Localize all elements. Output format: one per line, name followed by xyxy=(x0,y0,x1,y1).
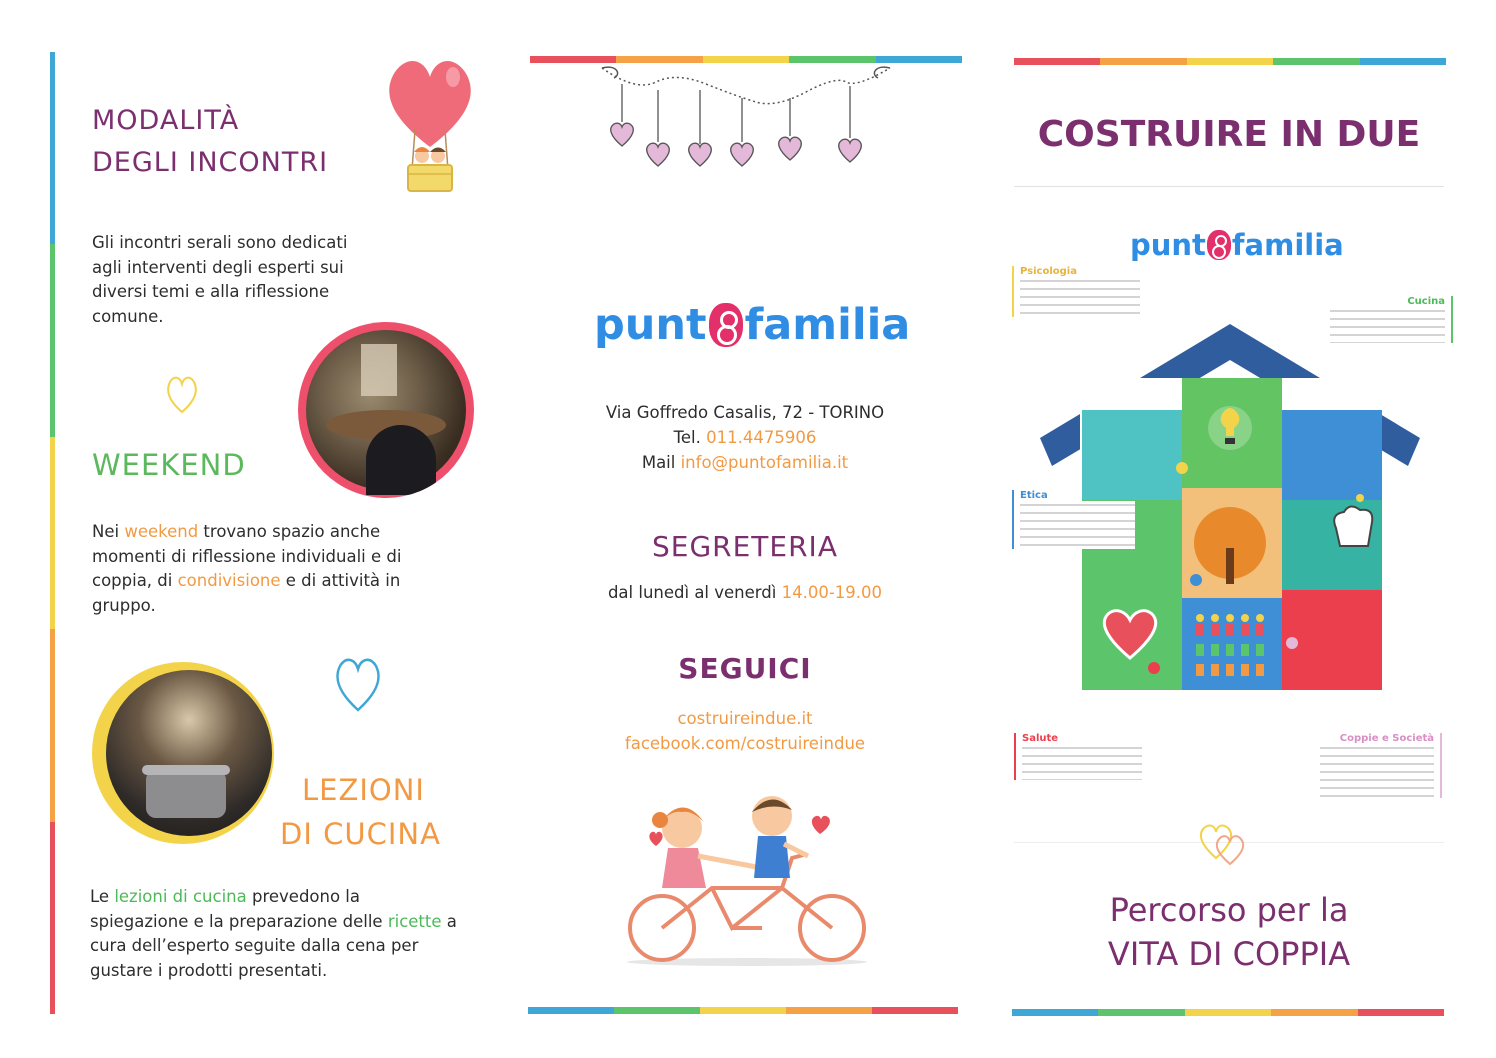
tel-value[interactable]: 011.4475906 xyxy=(706,428,817,447)
etica-lines xyxy=(1020,501,1135,549)
segreteria-hours: 14.00-19.00 xyxy=(781,583,883,602)
hearts-garland-icon xyxy=(596,62,896,172)
right-logo-left: punt xyxy=(1130,228,1206,262)
middle-bottom-rainbow xyxy=(528,1007,958,1014)
subtitle-line2: VITA DI COPPIA xyxy=(1107,935,1351,973)
cucina-text-hl2: ricette xyxy=(387,911,442,931)
cucina-photo xyxy=(92,662,274,844)
cucina-lines xyxy=(1330,307,1445,343)
callout-cucina xyxy=(1330,296,1453,343)
heart-balloon-icon xyxy=(380,52,480,197)
mail-line xyxy=(560,450,930,475)
middle-logo-left: punt xyxy=(594,300,707,350)
blue-heart-icon xyxy=(332,652,384,714)
social-links xyxy=(560,706,930,756)
puntofamilia-mark-icon xyxy=(709,303,743,347)
label-coppie-societa: Coppie e Società xyxy=(1339,733,1434,744)
cucina-text-hl1: lezioni di cucina xyxy=(114,887,247,906)
tel-label: Tel. xyxy=(673,428,707,447)
right-bottom-rainbow xyxy=(1012,1009,1444,1016)
weekend-text-hl2: condivisione xyxy=(177,571,281,590)
mail-label: Mail xyxy=(641,453,681,472)
cucina-title-line1: LEZIONI xyxy=(302,773,425,807)
facebook-link[interactable]: facebook.com/costruireindue xyxy=(624,734,866,753)
callout-psicologia xyxy=(1012,266,1140,317)
right-top-rainbow xyxy=(1014,58,1446,65)
modalita-title-line1: MODALITÀ xyxy=(92,105,240,136)
label-psicologia: Psicologia xyxy=(1020,266,1077,277)
cucina-text-post: a cura dell’esperto seguite dalla cena per gustare i prodotti presentati. xyxy=(90,911,457,980)
left-vertical-rainbow xyxy=(50,52,55,1014)
weekend-text xyxy=(92,520,432,618)
segreteria-days: dal lunedì al venerdì xyxy=(607,583,782,602)
middle-logo xyxy=(594,300,910,350)
tandem-couple-icon xyxy=(622,788,872,968)
two-hearts-icon xyxy=(1196,814,1252,868)
callout-coppie-societa xyxy=(1320,733,1442,798)
segreteria-title: SEGRETERIA xyxy=(652,530,838,563)
segreteria-hours-line xyxy=(560,580,930,605)
label-salute: Salute xyxy=(1022,733,1059,744)
yellow-heart-icon xyxy=(164,372,200,416)
salute-lines xyxy=(1022,744,1142,780)
cucina-text-pre: Le xyxy=(90,887,115,906)
address: Via Goffredo Casalis, 72 - TORINO xyxy=(605,403,885,422)
weekend-title: WEEKEND xyxy=(92,448,246,482)
middle-logo-right: familia xyxy=(744,300,911,350)
cucina-text-mid: prevedono la spiegazione e la preparazione delle xyxy=(90,887,388,931)
cucina-text xyxy=(90,885,462,983)
weekend-text-pre: Nei xyxy=(92,522,125,541)
right-logo xyxy=(1130,228,1344,262)
site-link[interactable]: costruireindue.it xyxy=(677,709,813,728)
tel-line xyxy=(560,425,930,450)
label-etica: Etica xyxy=(1020,490,1048,501)
weekend-text-hl1: weekend xyxy=(124,522,199,541)
callout-salute xyxy=(1014,733,1142,780)
weekend-text-post: e di attività in gruppo. xyxy=(92,571,401,615)
right-logo-right: familia xyxy=(1231,228,1344,262)
cucina-title-line2: DI CUCINA xyxy=(280,817,441,851)
callout-etica xyxy=(1012,490,1135,549)
psicologia-lines xyxy=(1020,277,1140,317)
subtitle-line1: Percorso per la xyxy=(1109,891,1349,929)
label-cucina: Cucina xyxy=(1407,296,1445,307)
weekend-text-mid: trovano spazio anche momenti di riflessione individuali e di coppia, di xyxy=(92,522,402,590)
right-subtitle xyxy=(1014,888,1444,976)
weekend-photo xyxy=(298,322,474,498)
puntofamilia-mark-small-icon xyxy=(1207,230,1231,260)
right-title: COSTRUIRE IN DUE xyxy=(1037,114,1421,155)
contact-block xyxy=(560,400,930,475)
cucina-title xyxy=(280,768,441,856)
seguici-title: SEGUICI xyxy=(678,652,812,685)
modalita-title xyxy=(92,100,328,184)
intro-text: Gli incontri serali sono dedicati agli interventi degli esperti sui diversi temi e alla riflessione comune. xyxy=(92,233,348,326)
title-divider xyxy=(1014,186,1444,187)
modalita-title-line2: DEGLI INCONTRI xyxy=(92,147,329,178)
coppie-societa-lines xyxy=(1320,744,1434,798)
mail-value[interactable]: info@puntofamilia.it xyxy=(680,453,849,472)
